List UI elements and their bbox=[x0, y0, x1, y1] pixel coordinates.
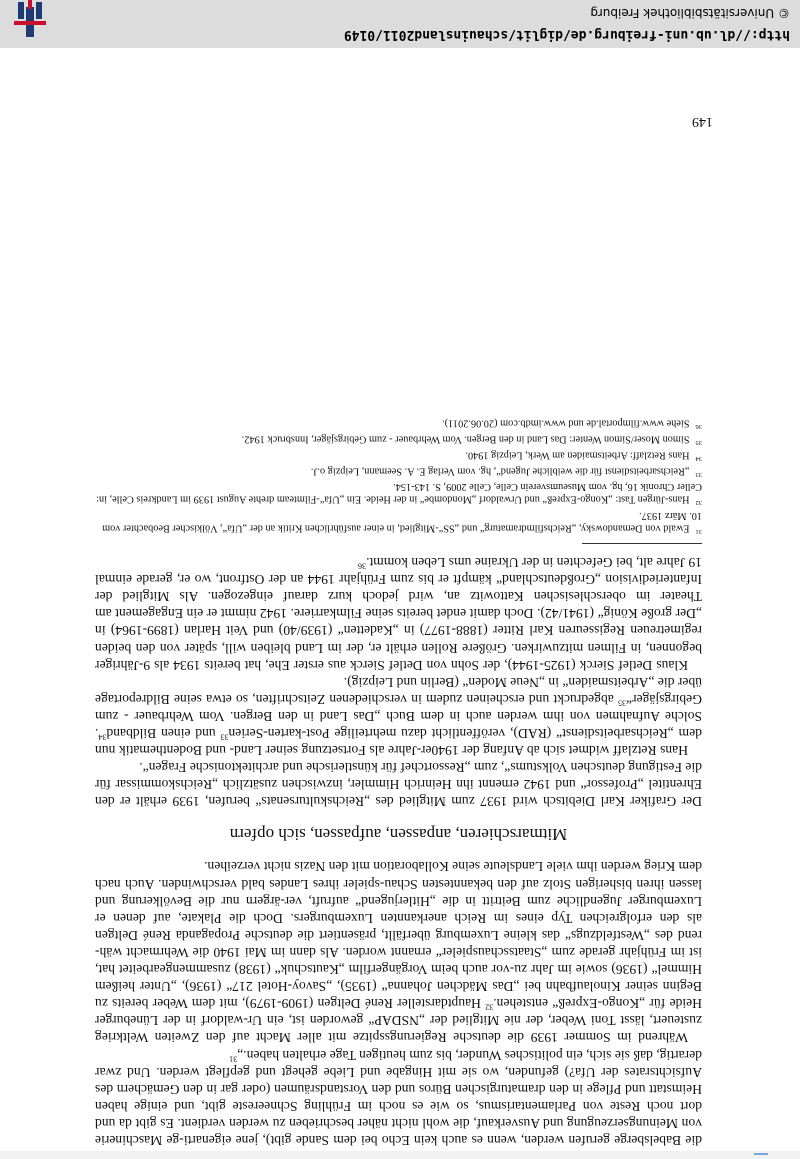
paragraph-5 bbox=[95, 554, 702, 674]
footnote-ref-36[interactable]: 36 bbox=[358, 561, 367, 571]
footnote-item bbox=[95, 508, 702, 537]
top-strip bbox=[0, 1151, 800, 1159]
footnote-ref-33[interactable]: 33 bbox=[220, 732, 229, 742]
paragraph-4-text-c: . Solche Aufnahmen von ihm werden auch in dem Buch „Das Land in den Bergen. Vom Wehrbauer - zum Gebirgsjäger“ bbox=[95, 691, 702, 742]
footnotes-block bbox=[95, 416, 702, 537]
section-heading: Mitmarschieren, anpassen, aufpassen, sich opfern bbox=[229, 825, 568, 845]
paragraph-4-text-b: und einen Bildband bbox=[106, 726, 221, 742]
footnote-item bbox=[95, 432, 702, 448]
footnote-rule bbox=[582, 543, 702, 544]
paragraph-2 bbox=[95, 858, 702, 1046]
ub-freiburg-logo-icon bbox=[10, 0, 50, 39]
paragraph-4-text-d: abgedruckt und erscheinen zudem in verschiedenen Zeitschriften, so etwa seine Bildreportage über die „Arbeitsmaiden“ in „Neue Moden“ (Berlin und Leipzig). bbox=[95, 674, 702, 707]
footnote-item bbox=[95, 480, 702, 509]
footnote-text: Siehe www.filmportal.de und www.imdb.com (20.06.2011). bbox=[442, 417, 690, 429]
paragraph-3: Der Grafiker Karl Diebitsch wird 1937 zum Mitglied des „Reichskultursenats“ berufen, 1939 erhält er den Ehrentitel „Professor“ und 1942 ernennt ihn Heinrich Himmler, inzwischen zusätzlich „Reichskommissar für die Festigung deutschen Volkstums“, zum „Ressortchef für künstlerische und architektonische Fragen“. bbox=[95, 760, 702, 810]
footnote-text: Hans-Jürgen Tast: „Kongo-Expreß“ und Urwaldorf „Mondombe“ in der Heide. Ein „Ufa“-Filmteam drehte August 1939 im Landkreis Celle, in: Celler Chronik 16, hg. vom Museumsverein Celle, Celle 2009, S. 143-154. bbox=[96, 481, 702, 505]
paragraph-4 bbox=[95, 674, 702, 759]
footnote-ref-34[interactable]: 34 bbox=[98, 732, 107, 742]
footnote-item bbox=[95, 416, 702, 432]
paragraph-2-text-b: Hauptdarsteller René Deltgen (1909-1979), mit dem Weber bereits zu Beginn seiner Kinolaufbahn bei „Das Mädchen Johanna“ (1935), „Savoy-Hotel 217“ (1936), „Unter heißem Himmel“ (1936) sowie im Jahr zu-vor auch beim Vorgängerfilm „Kautschuk“ (1938) zusammengearbeitet hat, ist im Frühjahr gerade zum „Staatsschauspieler“ ernannt worden. Als dann im Mai 1940 die Wehrmacht wäh-rend des „Westfeldzugs“ das kleine Luxemburg überfällt, präsentiert die deutsche Propaganda René Deltgen als den erfolgreichen Typ eines im Reich anerkannten Luxemburgers. Doch die Plakate, auf denen er Luxemburger Jugendliche zum Beitritt in die „Hitlerjugend“ aufruft, ver-ärgern nur die Bevölkerung und lassen ihren bisherigen Stolz auf den bekanntesten Schau-spieler ihres Landes bald verschwinden. Auch nach dem Krieg werden ihm viele Landsleute seine Kollaboration mit den Nazis nicht verzeihen. bbox=[95, 859, 702, 1012]
footnote-ref-32[interactable]: 32 bbox=[485, 1002, 494, 1012]
paragraph-4-text-a: Hans Retzlaff widmet sich ab Anfang der 1940er-Jahre als Fortsetzung seiner Land- und Bodenthematik nun dem „Reichsarbeitsdienst“ (RAD), veröffentlicht dazu mehrteilige Post-karten-Serien bbox=[95, 726, 702, 759]
paragraph-1 bbox=[95, 1046, 702, 1149]
paragraph-1-text: die Babelsberge gerufen werden, wenn es auch kein Echo bei dem Sande gibt), jene eigenarti-ge Maschinerie von Meinungserzeugung und Ausverkauf, die wohl nicht näher beschrieben zu werden verdient. Es gibt da und dort noch Reste von Parlamentarismus, so wie es noch im Frühling Schneereste gibt, und einige haben Heimstatt und Pflege in den dramaturgischen Büros und den Vorstandsräumen (oder gar in den Gemächern des Aufsichtsrates der Ufa?) gefunden, wo sie mit Hingabe und Liebe gehegt und gepflegt werden. Und zwar derartig, daß sie sich, ein politisches Wunder, bis zum heutigen Tage erhalten haben.„ bbox=[95, 1047, 702, 1148]
footnote-ref-31[interactable]: 31 bbox=[229, 1054, 238, 1064]
copyright-notice: © Universitätsbibliothek Freiburg bbox=[590, 6, 790, 20]
footnote-number: 33 bbox=[695, 470, 702, 478]
footnote-text: Hans Retzlaff: Arbeitsmaiden am Werk, Leipzig 1940. bbox=[465, 449, 690, 461]
permalink-url[interactable]: http://dl.ub.uni-freiburg.de/diglit/schauinsland2011/0149 bbox=[343, 27, 790, 42]
page-number: 149 bbox=[692, 114, 713, 129]
footnote-number: 36 bbox=[695, 422, 702, 430]
footnote-item bbox=[95, 464, 702, 480]
top-strip-mark bbox=[754, 1153, 768, 1155]
footnote-text: Ewald von Demandowsky, „Reichsfilmdramaturg“ und „SS“-Mitglied, in einer ausführlichen Kritik an der „Ufa“, Völkischer Beobachter vom 10. März 1937. bbox=[102, 509, 702, 534]
footnote-number: 35 bbox=[695, 438, 702, 446]
main-text-block bbox=[95, 416, 702, 1149]
logo-graphic bbox=[10, 0, 50, 39]
footnote-text: Simon Moser/Simon Wenter: Das Land in den Bergen. Vom Wehrbauer - zum Gebirgsjäger, Innsbruck 1942. bbox=[241, 433, 690, 445]
footnote-text: „Reichsarbeitsdienst für die weibliche Jugend“, hg. vom Verlag E. A. Seemann, Leipzig o.J. bbox=[310, 465, 690, 477]
footnote-number: 32 bbox=[695, 499, 702, 507]
footnote-item bbox=[95, 448, 702, 464]
paragraph-5-text: Klaus Detlef Sierck (1925-1944), der Sohn von Detlef Sierck aus erster Ehe, hat bereits 1934 als 9-Jähriger begonnen, in Filmen mitzuwirken. Größere Rollen erhält er, der im Land bleiben will, später von den beiden regimetreuen Regisseuren Karl Ritter (1888-1977) in „Kadetten“ (1939/40) und Veit Harlan (1899-1964) in „Der große König“ (1941/42). Doch damit endet bereits seine Filmkarriere. 1942 nimmt er ein Engagement am Theater im oberschlesischen Kattowitz an, wird jedoch kurz darauf eingezogen. Als Mitglied der Infanteriedivision „Großdeutschland“ kämpft er bis zum Frühjahr 1944 an der Ostfront, wo er, gerade einmal 19 Jahre alt, bei Gefechten in der Ukraine ums Leben kommt. bbox=[95, 555, 702, 673]
paragraph-2-text-a: Während im Sommer 1939 die deutsche Regierungsspitze mit aller Macht auf den Zweiten Weltkrieg zusteuert, lässt Toni Weber, der nie Mitglied der „NSDAP“ geworden ist, ein Ur-waldorf in der Lüneburger Heide für „Kongo-Expreß“ entstehen. bbox=[95, 996, 702, 1046]
footnote-number: 31 bbox=[695, 528, 702, 535]
footnote-ref-35[interactable]: 35 bbox=[618, 698, 626, 708]
footnote-number: 34 bbox=[695, 454, 702, 462]
